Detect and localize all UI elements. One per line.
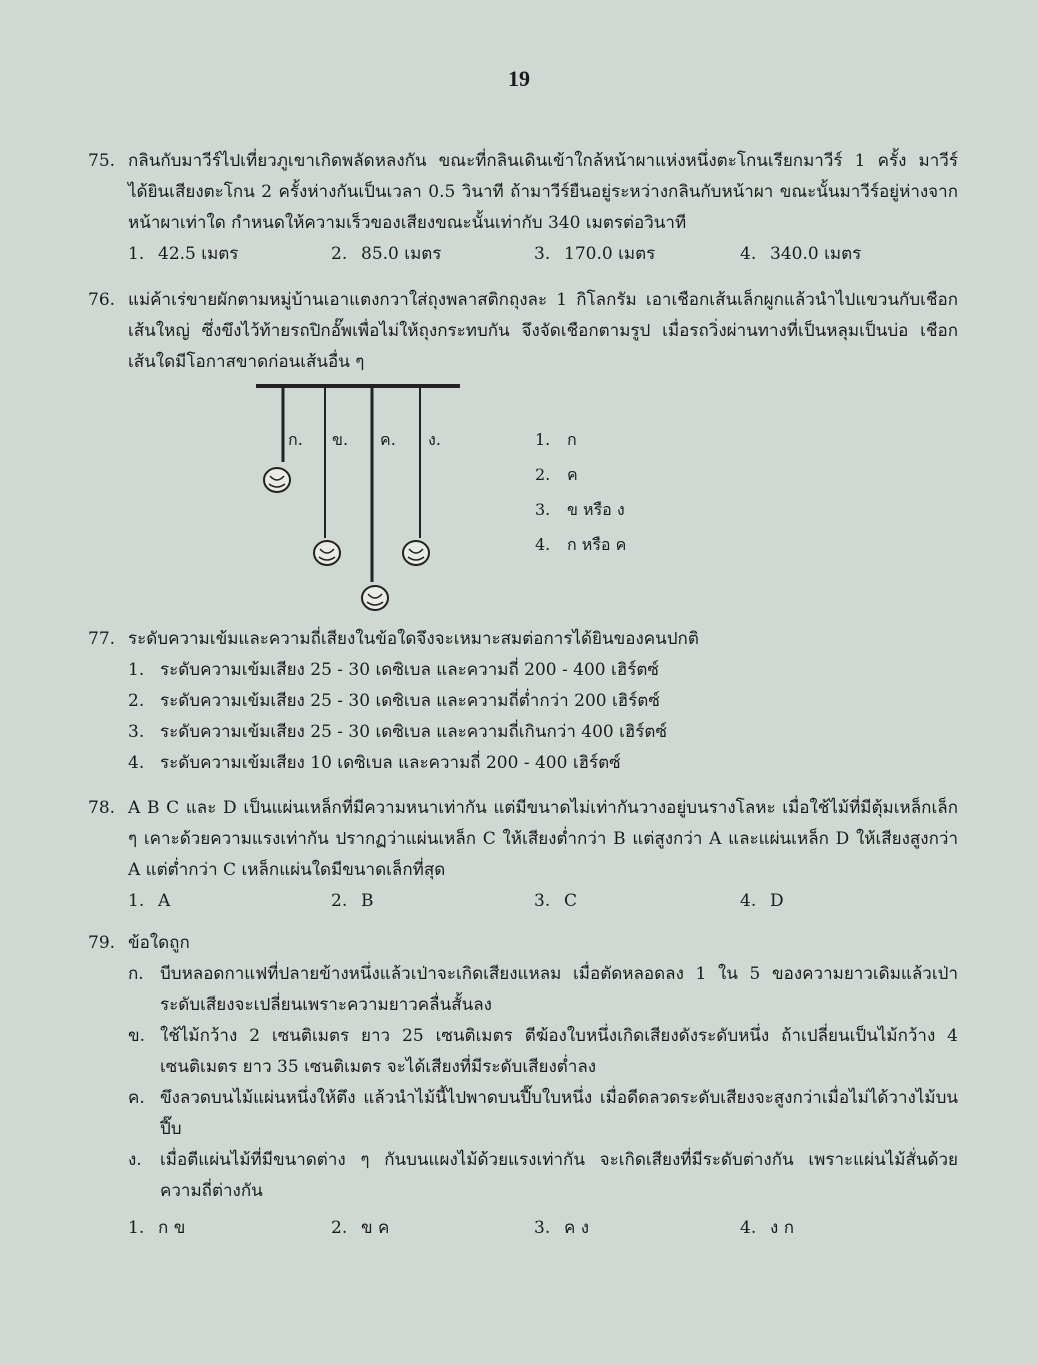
rope-label-d: ง. [428, 430, 441, 449]
options-list [128, 655, 958, 779]
question-79 [88, 928, 958, 1244]
option-2: 2. 85.0 เมตร [331, 244, 442, 264]
option-4: 4. D [740, 891, 784, 911]
hanging-bags-figure [250, 380, 470, 620]
option-3: 3. 170.0 เมตร [534, 244, 656, 264]
question-number: 76. [88, 290, 116, 310]
ropes-diagram [250, 380, 470, 620]
rope-label-b: ข. [332, 430, 349, 449]
question-number: 75. [88, 151, 116, 171]
statement-d: ง. เมื่อตีแผ่นไม้ที่มีขนาดต่าง ๆ กันบนแผงไม้ด้วยแรงเท่ากัน จะเกิดเสียงที่มีระดับต่างกัน เพราะแผ่นไม้สั่นด้วยความถี่ต่างกัน [128, 1150, 958, 1201]
option-1: 1. 42.5 เมตร [128, 244, 239, 264]
statement-c: ค. ขึงลวดบนไม้แผ่นหนึ่งให้ตึง แล้วนำไม้นี้ไปพาดบนปี๊บใบหนึ่ง เมื่อดีดลวดระดับเสียงจะสูงกว่าเมื่อไม่ได้วางไม้บนปี๊บ [128, 1088, 958, 1139]
option-3: 3. ค ง [534, 1218, 590, 1238]
options-row [128, 1213, 958, 1244]
option-3: 3. ระดับความเข้มเสียง 25 - 30 เดซิเบล และความถี่เกินกว่า 400 เฮิร์ตซ์ [128, 722, 668, 742]
rope-label-c: ค. [380, 430, 396, 449]
option-2: 2. B [331, 891, 374, 911]
question-text: แม่ค้าเร่ขายผักตามหมู่บ้านเอาแตงกวาใส่ถุงพลาสติกถุงละ 1 กิโลกรัม เอาเชือกเส้นเล็กผูกแล้วนำไปแขวนกับเชือกเส้นใหญ่ ซึ่งขึงไว้ท้ายรถปิกอั๊พเพื่อไม่ให้ถุงกระทบกัน จึงจัดเชือกตามรูป เมื่อรถวิ่งผ่านทางที่เป็นหลุมเป็นบ่อ เชือกเส้นใดมีโอกาสขาดก่อนเส้นอื่น ๆ [128, 290, 958, 372]
question-76 [88, 285, 958, 378]
options-row [128, 239, 958, 270]
question-number: 77. [88, 629, 116, 649]
question-76-options [535, 422, 626, 562]
question-number: 79. [88, 933, 116, 953]
question-text: ข้อใดถูก [128, 933, 190, 953]
options-row [128, 886, 958, 917]
statement-b: ข. ใช้ไม้กว้าง 2 เซนติเมตร ยาว 25 เซนติเมตร ตีฆ้องใบหนึ่งเกิดเสียงดังระดับหนึ่ง ถ้าเปลี่ยนเป็นไม้กว้าง 4 เซนติเมตร ยาว 35 เซนติเมตร จะได้เสียงที่มีระดับเสียงต่ำลง [128, 1026, 958, 1077]
option-1: 1. ก [535, 430, 577, 449]
option-2: 2. ค [535, 465, 578, 484]
option-4: 4. 340.0 เมตร [740, 244, 862, 264]
option-3: 3. C [534, 891, 578, 911]
option-4: 4. ก หรือ ค [535, 535, 627, 554]
option-4: 4. ระดับความเข้มเสียง 10 เดซิเบล และความถี่ 200 - 400 เฮิร์ตซ์ [128, 753, 621, 773]
question-text: ระดับความเข้มและความถี่เสียงในข้อใดจึงจะเหมาะสมต่อการได้ยินของคนปกติ [128, 629, 699, 649]
question-78 [88, 793, 958, 917]
option-2: 2. ระดับความเข้มเสียง 25 - 30 เดซิเบล และความถี่ต่ำกว่า 200 เฮิร์ตซ์ [128, 691, 660, 711]
option-2: 2. ข ค [331, 1218, 390, 1238]
question-text: A B C และ D เป็นแผ่นเหล็กที่มีความหนาเท่ากัน แต่มีขนาดไม่เท่ากันวางอยู่บนรางโลหะ เมื่อใช้ไม้ที่มีตุ้มเหล็กเล็ก ๆ เคาะด้วยความแรงเท่ากัน ปรากฏว่าแผ่นเหล็ก C ให้เสียงต่ำกว่า B แต่สูงกว่า A และแผ่นเหล็ก D ให้เสียงสูงกว่า A แต่ต่ำกว่า C เหล็กแผ่นใดมีขนาดเล็กที่สุด [128, 798, 958, 880]
option-1: 1. A [128, 891, 171, 911]
question-77 [88, 624, 958, 779]
option-1: 1. ก ข [128, 1218, 186, 1238]
option-1: 1. ระดับความเข้มเสียง 25 - 30 เดซิเบล และความถี่ 200 - 400 เฮิร์ตซ์ [128, 660, 659, 680]
rope-label-a: ก. [288, 430, 303, 449]
option-3: 3. ข หรือ ง [535, 500, 625, 519]
option-4: 4. ง ก [740, 1218, 794, 1238]
question-text: กลินกับมาวีร์ไปเที่ยวภูเขาเกิดพลัดหลงกัน ขณะที่กลินเดินเข้าใกล้หน้าผาแห่งหนึ่งตะโกนเรียกมาวีร์ 1 ครั้ง มาวีร์ได้ยินเสียงตะโกน 2 ครั้งห่างกันเป็นเวลา 0.5 วินาที ถ้ามาวีร์ยืนอยู่ระหว่างกลินกับหน้าผา ขณะนั้นมาวีร์อยู่ห่างจากหน้าผาเท่าใด กำหนดให้ความเร็วของเสียงขณะนั้นเท่ากับ 340 เมตรต่อวินาที [128, 151, 958, 233]
question-number: 78. [88, 798, 116, 818]
question-75 [88, 146, 958, 270]
page-number: 19 [508, 66, 530, 91]
statement-a: ก. บีบหลอดกาแฟที่ปลายข้างหนึ่งแล้วเป่าจะเกิดเสียงแหลม เมื่อตัดหลอดลง 1 ใน 5 ของความยาวเดิมแล้วเป่า ระดับเสียงจะเปลี่ยนเพราะความยาวคลื่นสั้นลง [128, 964, 958, 1015]
